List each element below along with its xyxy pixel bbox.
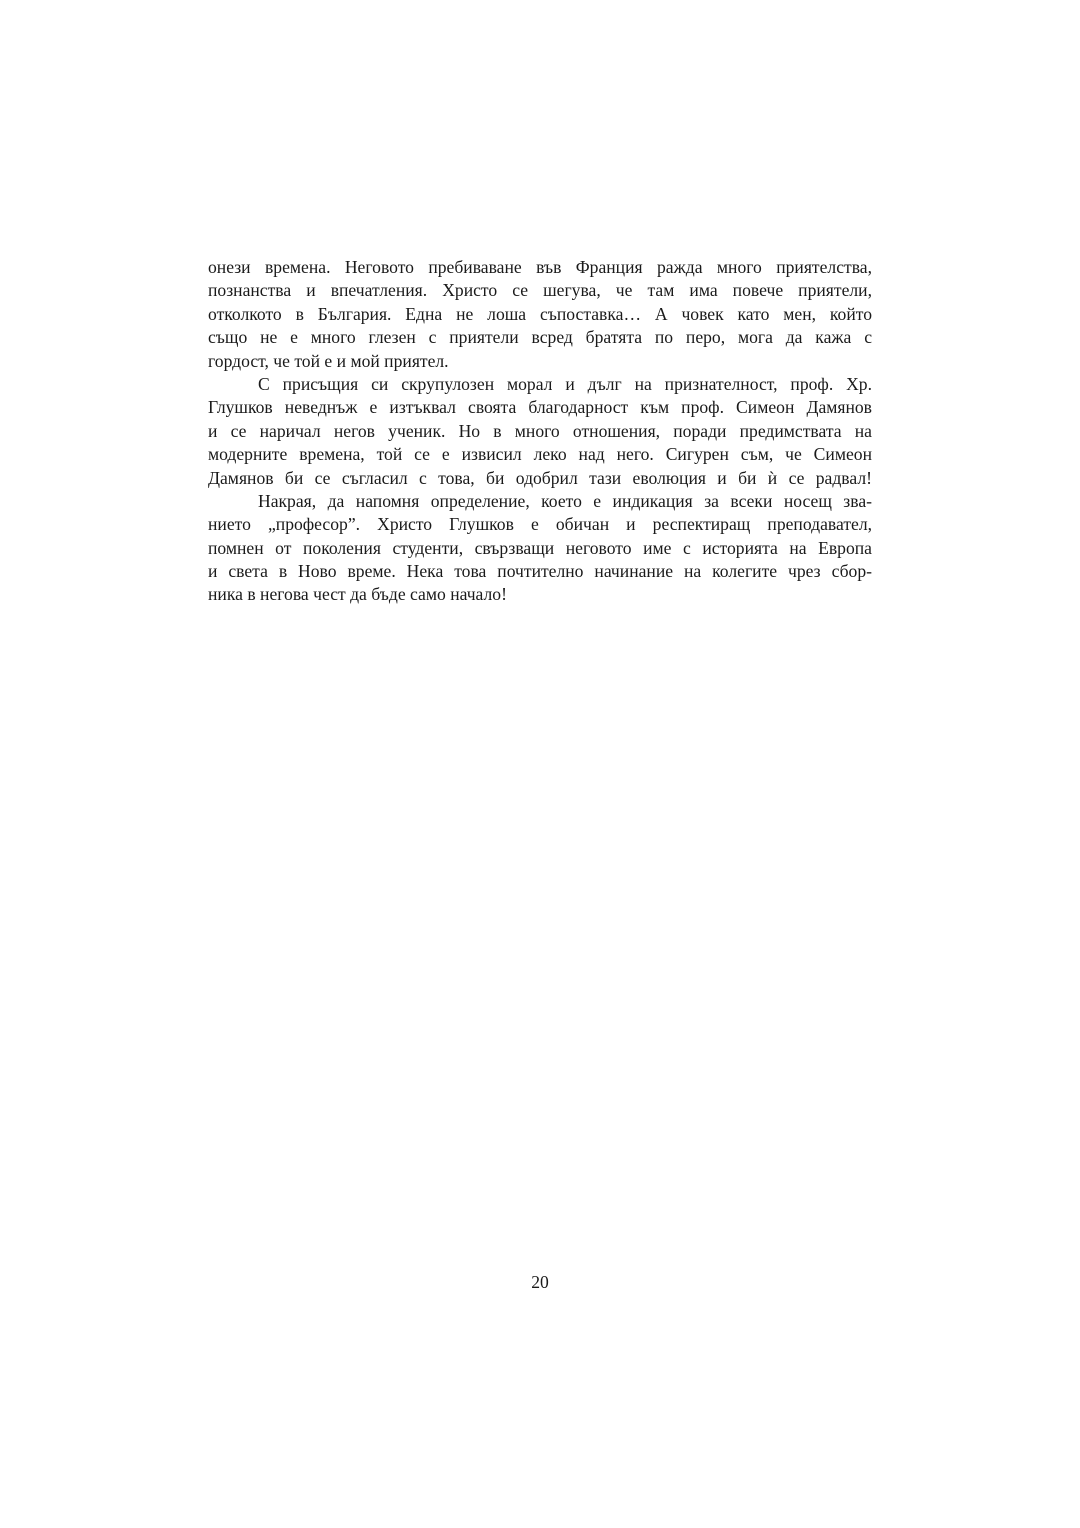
text-line: модерните времена, той се е извисил леко над него. Сигурен съм, че Симеон	[208, 444, 872, 465]
text-line: нието „професор”. Христо Глушков е обичан и респектиращ преподавател,	[208, 514, 872, 535]
text-line: ника в негова чест да бъде само начало!	[208, 584, 507, 605]
text-line: и света в Ново време. Нека това почтително начинание на колегите чрез сбор-	[208, 561, 872, 582]
text-line: Дамянов би се съгласил с това, би одобрил тази еволюция и би ѝ се радвал!	[208, 467, 872, 488]
text-line: Накрая, да напомня определение, което е индикация за всеки носещ зва-	[258, 490, 872, 511]
text-line: също не е много глезен с приятели всред братята по перо, мога да кажа с	[208, 327, 872, 348]
text-line: гордост, че той е и мой приятел.	[208, 350, 449, 371]
text-line: отколкото в България. Една не лоша съпоставка… А човек като мен, който	[208, 303, 872, 324]
page-number: 20	[531, 1272, 549, 1292]
text-line: и се наричал негов ученик. Но в много отношения, поради предимствата на	[208, 420, 872, 441]
body-text	[208, 256, 872, 607]
text-line: С присъщия си скрупулозен морал и дълг на признателност, проф. Хр.	[258, 373, 872, 394]
text-line: Глушков неведнъж е изтъквал своята благодарност към проф. Симеон Дамянов	[208, 397, 872, 418]
text-line: помнен от поколения студенти, свързващи неговото име с историята на Европа	[208, 537, 872, 558]
text-line: познанства и впечатления. Христо се шегува, че там има повече приятели,	[208, 280, 872, 301]
text-line: онези времена. Неговото пребиваване във Франция ражда много приятелства,	[208, 257, 872, 277]
